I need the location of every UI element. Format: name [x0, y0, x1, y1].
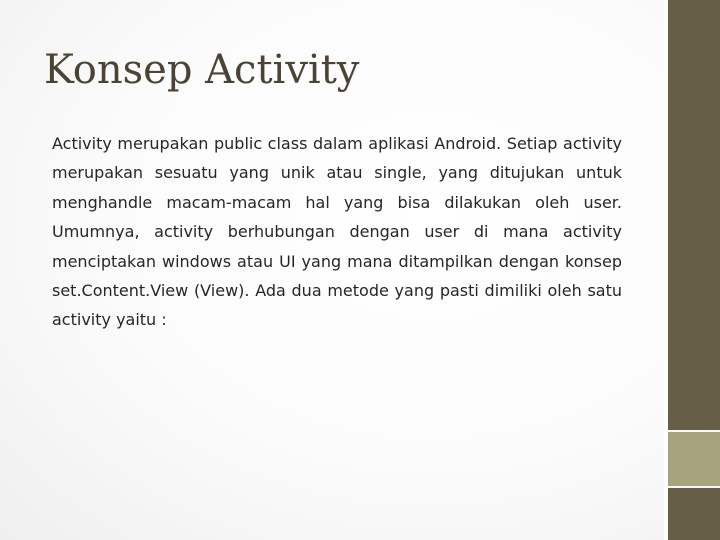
sidebar-decoration-bottom	[668, 488, 720, 540]
slide-body-paragraph: Activity merupakan public class dalam aplikasi Android. Setiap activity merupakan sesuatu yang unik atau single, yang ditujukan untuk menghandle macam-macam hal yang bisa dilakukan oleh user. Umumnya, activity berhubungan dengan user di mana activity menciptakan windows atau UI yang mana ditampilkan dengan konsep set.Content.View (View). Ada dua metode yang pasti dimiliki oleh satu activity yaitu :	[52, 134, 622, 330]
sidebar-decoration-accent	[668, 432, 720, 486]
sidebar-decoration-top	[668, 0, 720, 430]
slide-title: Konsep Activity	[44, 47, 360, 93]
